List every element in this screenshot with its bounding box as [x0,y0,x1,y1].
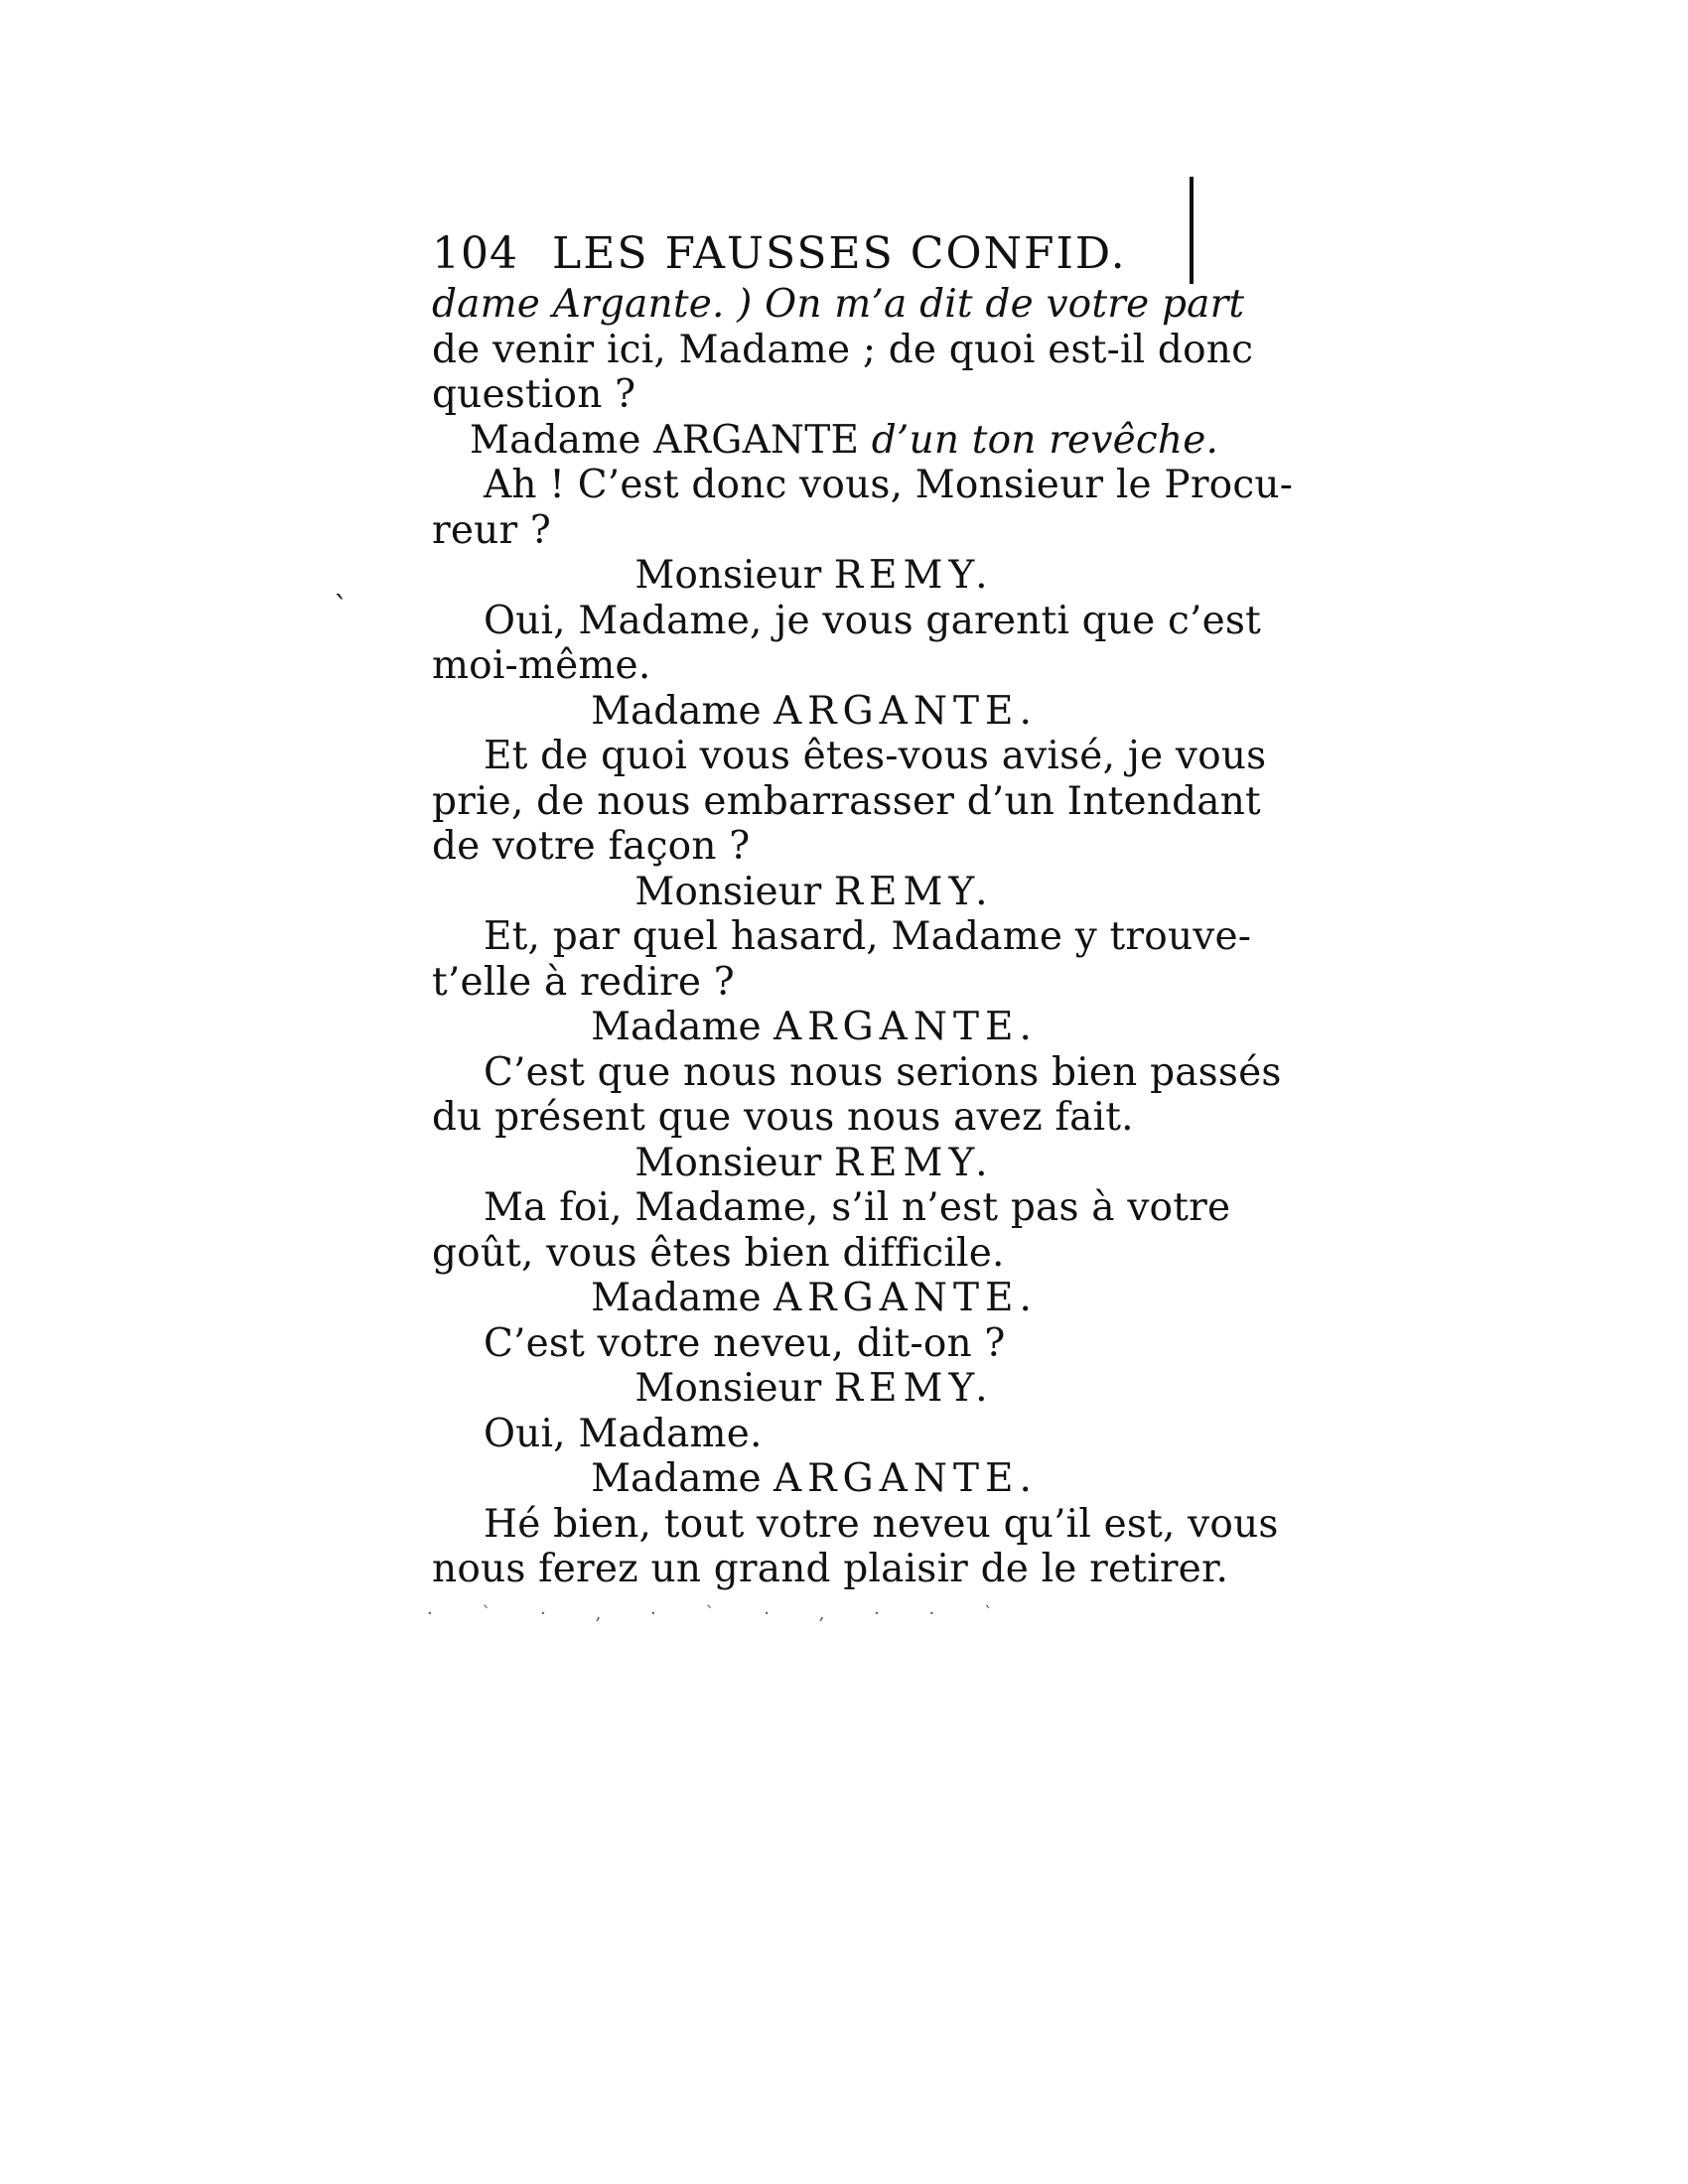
speaker-name: ARGANTE [653,417,860,463]
speaker-role: Madame [591,1005,762,1049]
speaker-name: REMY. [833,869,994,914]
page-text-block [432,226,1294,1592]
speaker-name: REMY. [833,1140,994,1185]
speech-line: de votre façon ? [432,824,751,869]
speaker-heading [432,417,1219,464]
running-title: LES FAUSSES CONFID. [551,228,1127,279]
speaker-role: Monsieur [634,1140,822,1185]
text-line [432,282,1245,328]
speech-line: C’est que nous nous serions bien passés [484,1049,1282,1095]
speaker-role: Monsieur [634,1366,822,1411]
speaker-role: Madame [470,417,641,463]
speaker-heading [432,553,1167,599]
speaker-name: ARGANTE. [774,688,1038,734]
speech-line: Ah ! C’est donc vous, Monsieur le Procu- [484,463,1294,507]
stage-direction: dame Argante. ) On m’a dit de votre part [432,282,1245,327]
speaker-name: ARGANTE. [774,1005,1038,1049]
speaker-name: REMY. [833,553,994,598]
speech-line: C’est votre neveu, dit-on ? [484,1320,1006,1366]
speech-line: moi-même. [432,643,651,688]
speech-line: reur ? [432,507,551,553]
speaker-heading [432,689,1167,735]
speaker-role: Madame [591,1276,762,1320]
ink-specks: · ˋ · , · ˋ · , · · ˋ [427,1603,1015,1624]
speaker-heading [432,1005,1167,1050]
speech-line: t’elle à redire ? [432,959,735,1005]
speech-line: goût, vous êtes bien difficile. [432,1230,1005,1276]
speaker-heading [432,870,1167,915]
speaker-role: Madame [591,688,762,734]
speaker-name: ARGANTE. [774,1456,1038,1501]
speech-line: Ma foi, Madame, s’il n’est pas à votre [484,1185,1231,1230]
stray-ink-mark: ˋ [334,591,349,625]
speaker-role: Monsieur [634,869,822,914]
page-number: 104 [432,228,518,279]
speaker-heading [432,1456,1167,1502]
speech-line: Et de quoi vous êtes-vous avisé, je vous [484,734,1267,778]
speech-line: Hé bien, tout votre neveu qu’il est, vous [484,1501,1279,1547]
speech-line: Oui, Madame, je vous garenti que c’est [484,598,1261,643]
speaker-role: Monsieur [634,553,822,598]
text-line: de venir ici, Madame ; de quoi est-il donc [432,327,1254,372]
stage-direction: d’un ton revêche. [871,417,1219,463]
speech-line: Oui, Madame. [484,1411,763,1456]
speaker-heading [432,1141,1167,1186]
running-head [432,226,1167,282]
speech-line: prie, de nous embarrasser d’un Intendant [432,778,1261,824]
speech-line: nous ferez un grand plaisir de le retirer. [432,1547,1229,1591]
speaker-role: Madame [591,1456,762,1501]
speaker-name: ARGANTE. [774,1276,1038,1320]
speech-line: du présent que vous nous avez fait. [432,1095,1134,1140]
speaker-heading [432,1366,1167,1412]
speech-line: Et, par quel hasard, Madame y trouve- [484,914,1252,959]
page-edge-rule [1190,177,1194,284]
text-line: question ? [432,372,636,417]
speaker-name: REMY. [833,1366,994,1411]
speaker-heading [432,1276,1167,1321]
